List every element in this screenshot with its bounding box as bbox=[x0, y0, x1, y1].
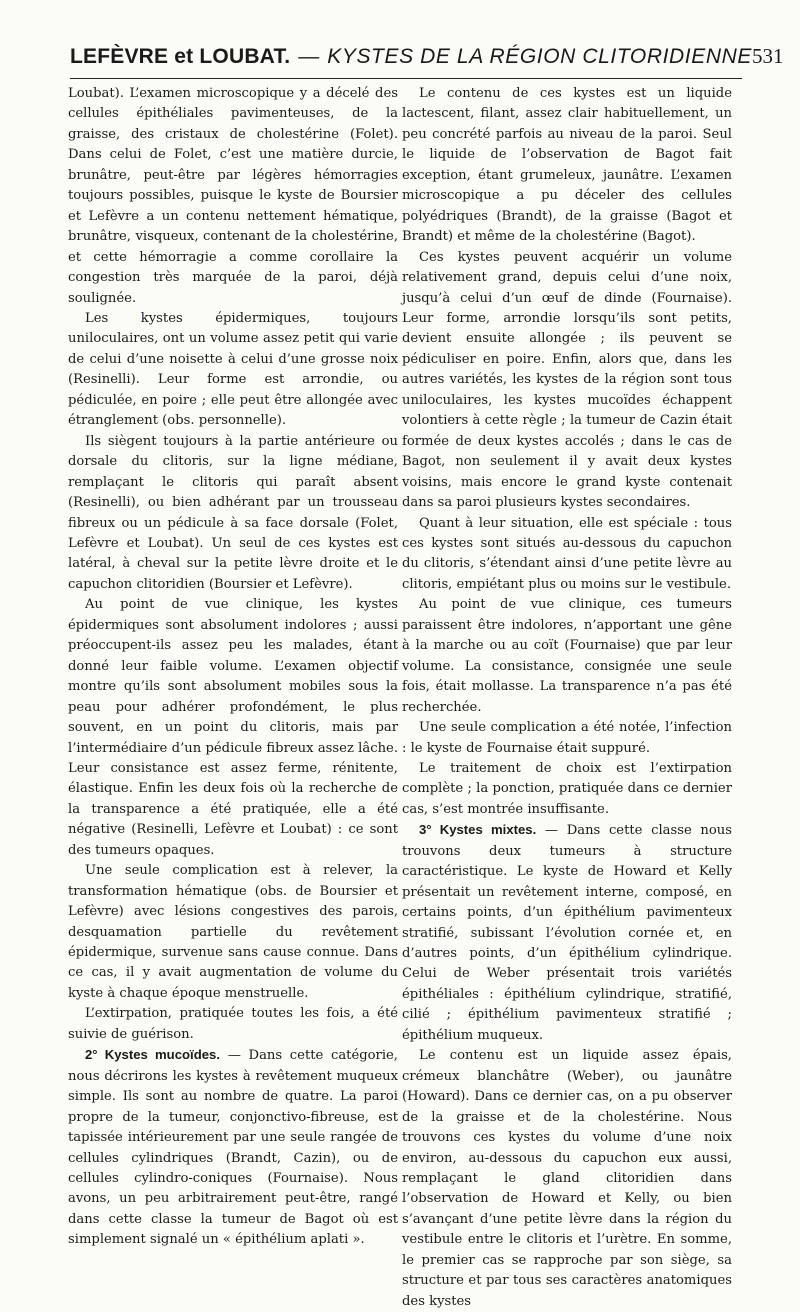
paragraph: Ces kystes peuvent acquérir un volume relativement grand, depuis celui d’une noix, jusqu’à celui d’un œuf de dinde (Fournaise). Leur forme, arrondie lorsqu’ils sont petits, devient ensuite allongée ; ils peuvent se pédiculiser en poire. Enfin, alors que, dans les autres variétés, les kystes de la région sont tous uniloculaires, les kystes mucoïdes échappent volontiers à cette règle ; la tumeur de Cazin était formée de deux kystes accolés ; dans le cas de Bagot, non seulement il y avait deux kystes voisins, mais encore le grand kyste contenait dans sa paroi plusieurs kystes secondaires. bbox=[402, 249, 732, 511]
header-dash: — bbox=[298, 45, 320, 68]
paragraph: Au point de vue clinique, ces tumeurs paraissent être indolores, n’apportant une gêne à la marche ou au coït (Fournaise) que par leur volume. La consistance, consignée une seule fois, était mollasse. La transparence n’a pas été recherchée. bbox=[402, 597, 732, 715]
section-paragraph bbox=[68, 1045, 398, 1251]
section-heading: 3° Kystes mixtes. bbox=[419, 822, 537, 838]
left-column bbox=[68, 84, 398, 1251]
page-number: 531 bbox=[751, 44, 784, 68]
paragraph: Les kystes épidermiques, toujours uniloculaires, ont un volume assez petit qui varie de celui d’une noisette à celui d’une grosse noix (Resinelli). Leur forme est arrondie, ou pédiculée, en poire ; elle peut être allongée avec étranglement (obs. personnelle). bbox=[68, 310, 398, 429]
section-heading: 2° Kystes mucoïdes. bbox=[85, 1047, 220, 1063]
right-column bbox=[402, 84, 732, 1312]
paragraph: Quant à leur situation, elle est spéciale : tous ces kystes sont situés au-dessous du capuchon du clitoris, s’étendant ainsi d’une petite lèvre au clitoris, empiétant plus ou moins sur le vestibule. bbox=[402, 515, 732, 592]
paragraph: Le contenu de ces kystes est un liquide lactescent, filant, assez clair habituellement, un peu concrété parfois au niveau de la paroi. Seul le liquide de l’observation de Bagot fait exception, étant grumeleux, jaunâtre. L’examen microscopique a pu déceler des cellules polyédriques (Brandt), de la graisse (Bagot et Brandt) et même de la cholestérine (Bagot). bbox=[402, 86, 732, 245]
paragraph: L’extirpation, pratiquée toutes les fois, a été suivie de guérison. bbox=[68, 1006, 398, 1042]
paragraph: Loubat). L’examen microscopique y a décelé des cellules épithéliales pavimenteuses, de la graisse, des cristaux de cholestérine (Folet). Dans celui de Folet, c’est une matière durcie, brunâtre, peut-être par légères hémorragies toujours possibles, puisque le kyste de Boursier et Lefèvre a un contenu nettement hématique, brunâtre, visqueux, contenant de la cholestérine, et cette hémorragie a comme corollaire la congestion très marquée de la paroi, déjà soulignée. bbox=[68, 86, 398, 306]
header-title: KYSTES DE LA RÉGION CLITORIDIENNE bbox=[327, 45, 752, 68]
paragraph: Une seule complication est à relever, la transformation hématique (obs. de Boursier et Lefèvre) avec lésions congestives des parois, desquamation partielle du revêtement épidermique, survenue sans cause connue. Dans ce cas, il y avait augmentation de volume du kyste à chaque époque menstruelle. bbox=[68, 863, 398, 1001]
paragraph: Le contenu est un liquide assez épais, crémeux blanchâtre (Weber), ou jaunâtre (Howard). Dans ce dernier cas, on a pu observer de la graisse et de la cholestérine. Nous trouvons ces kystes du volume d’une noix environ, au-dessous du capuchon eux aussi, remplaçant le gland clitoridien dans l’observation de Howard et Kelly, ou bien s’avançant d’une petite lèvre dans la région du vestibule entre le clitoris et l’urètre. En somme, le premier cas se rapproche par son siège, sa structure et par tous ses caractères anatomiques des kystes bbox=[402, 1048, 732, 1309]
section-paragraph bbox=[402, 820, 732, 1046]
paragraph: Ils siègent toujours à la partie antérieure ou dorsale du clitoris, sur la ligne médiane, remplaçant le clitoris qui paraît absent (Resinelli), ou bien adhérant par un trousseau fibreux ou un pédicule à sa face dorsale (Folet, Lefèvre et Loubat). Un seul de ces kystes est latéral, à cheval sur la petite lèvre droite et le capuchon clitoridien (Boursier et Lefèvre). bbox=[68, 433, 398, 592]
section-text: — Dans cette classe nous trouvons deux tumeurs à structure caractéristique. Le kyste de Howard et Kelly présentait un revêtement interne, composé, en certains points, d’un épithélium pavimenteux stratifié, subissant l’évolution cornée et, en d’autres points, d’un épithélium cylindrique. Celui de Weber présentait trois variétés épithéliales : épithélium cylindrique, stratifié, cilié ; épithélium pavimenteux stratifié ; épithélium muqueux. bbox=[402, 823, 732, 1043]
paragraph: Une seule complication a été notée, l’infection : le kyste de Fournaise était suppuré. bbox=[402, 720, 732, 756]
paragraph: Au point de vue clinique, les kystes épidermiques sont absolument indolores ; aussi préoccupent-ils assez peu les malades, étant donné leur faible volume. L’examen objectif montre qu’ils sont absolument mobiles sous la peau pour adhérer profondément, le plus souvent, en un point du clitoris, mais par l’intermédiaire d’un pédicule fibreux assez lâche. Leur consistance est assez ferme, rénitente, élastique. Enfin les deux fois où la recherche de la transparence a été pratiquée, elle a été négative (Resinelli, Lefèvre et Loubat) : ce sont des tumeurs opaques. bbox=[68, 597, 398, 858]
header-authors: LEFÈVRE et LOUBAT. bbox=[70, 45, 291, 68]
paragraph: Le traitement de choix est l’extirpation complète ; la ponction, pratiquée dans ce dernier cas, s’est montrée insuffisante. bbox=[402, 760, 732, 817]
running-header bbox=[70, 44, 784, 79]
section-text: — Dans cette catégorie, nous décrirons les kystes à revêtement muqueux simple. Ils sont au nombre de quatre. La paroi propre de la tumeur, conjonctivo-fibreuse, est tapissée intérieurement par une seule rangée de cellules cylindriques (Brandt, Cazin), ou de cellules cylindro-coniques (Fournaise). Nous avons, un peu arbitrairement peut-être, rangé dans cette classe la tumeur de Bagot où est simplement signalé un « épithélium aplati ». bbox=[68, 1048, 398, 1248]
